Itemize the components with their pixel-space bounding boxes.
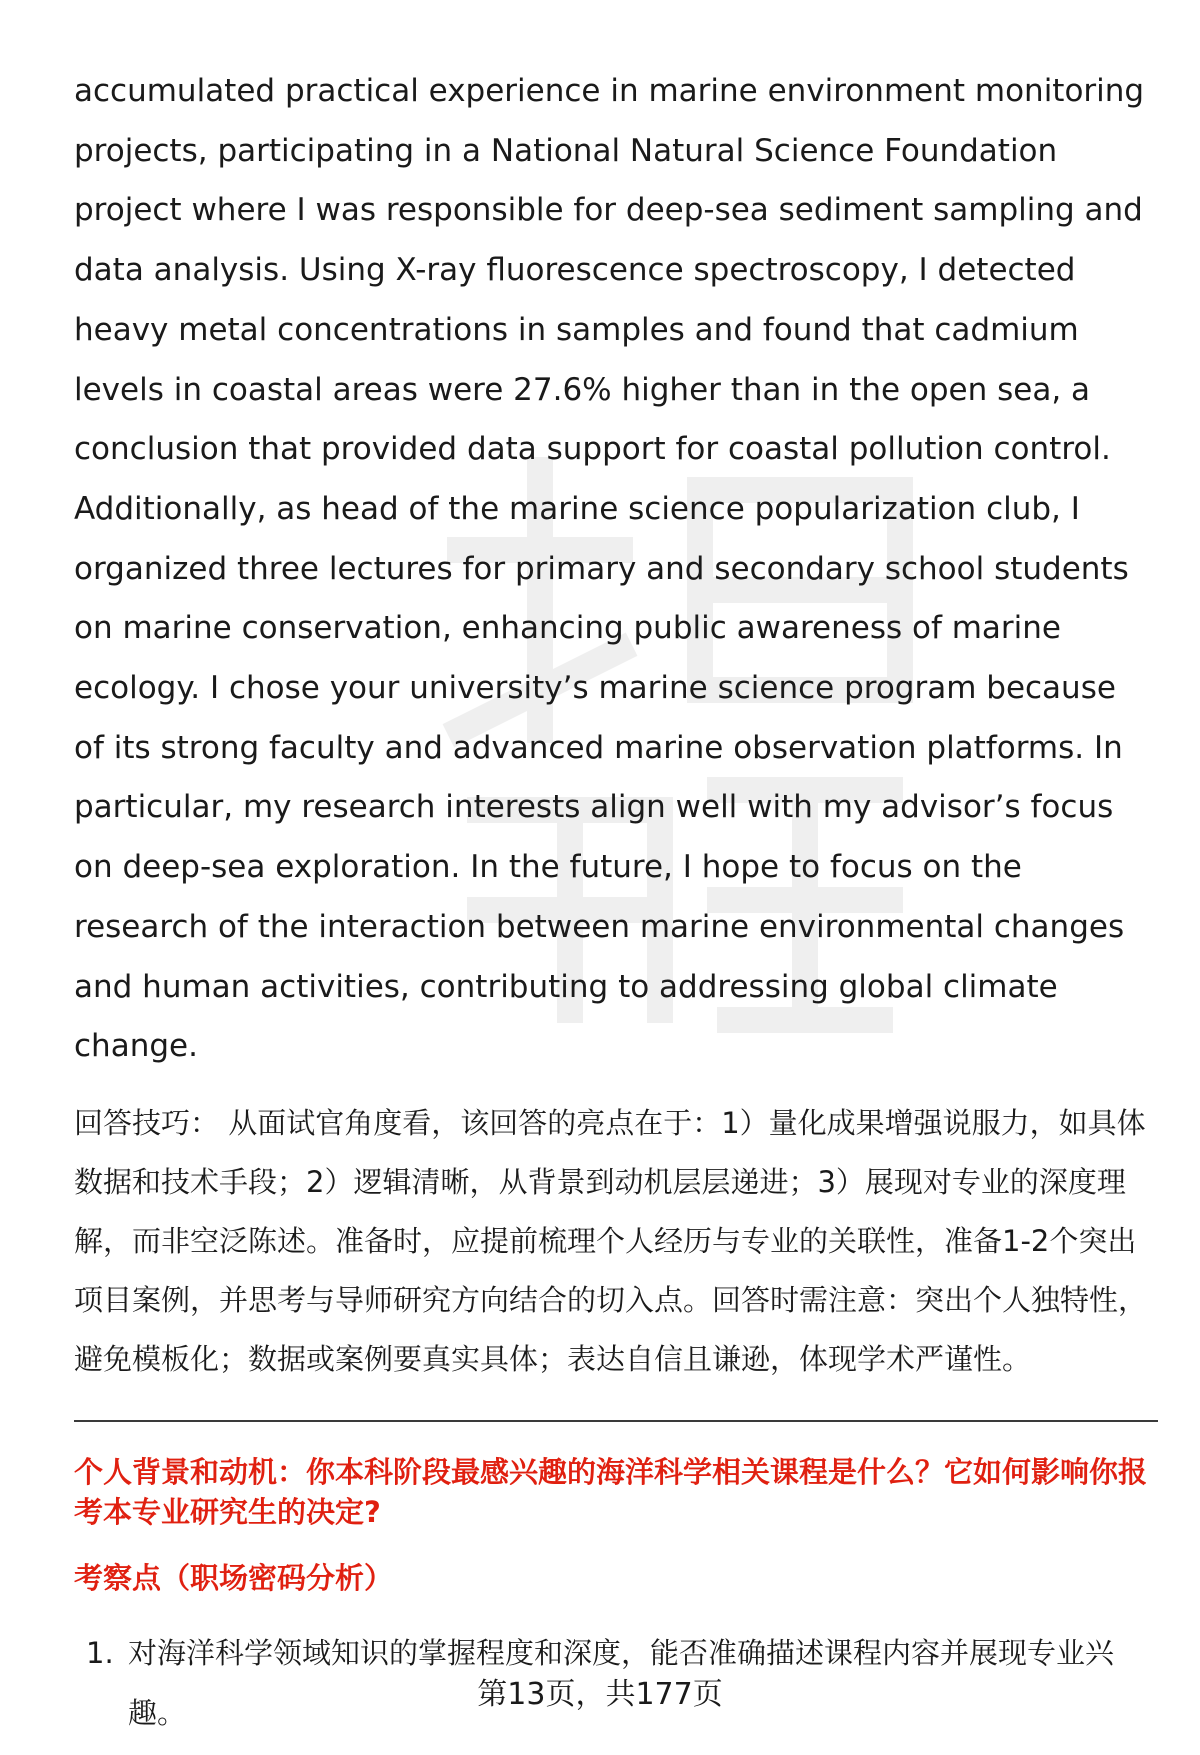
answer-tips-paragraph: 回答技巧： 从面试官角度看，该回答的亮点在于：1）量化成果增强说服力，如具体数据和技术手段；2）逻辑清晰，从背景到动机层层递进；3）展现对专业的深度理解，而非空泛陈述。准备时，应提前梳理个人经历与专业的关联性，准备1-2个突出项目案例，并思考与导师研究方向结合的切入点。回答时需注意：突出个人独特性，避免模板化；数据或案例要真实具体；表达自信且谦逊，体现学术严谨性。 bbox=[74, 1105, 1148, 1376]
assessment-points-heading: 考察点（职场密码分析） bbox=[74, 1560, 394, 1595]
answer-paragraph: accumulated practical experience in marine environment monitoring projects, participating in a National Natural Science Foundation project where I was responsible for deep-sea sediment sampling and data analysis. Using X-ray fluorescence spectroscopy, I detected heavy metal concentrations in samples and found that cadmium levels in coastal areas were 27.6% higher than in the open sea, a conclusion that provided data support for coastal pollution control. Additionally, as head of the marine science popularization club, I organized three lectures for primary and secondary school students on marine conservation, enhancing public awareness of marine ecology. I chose your university’s marine science program because of its strong faculty and advanced marine observation platforms. In particular, my research interests align well with my advisor’s focus on deep-sea exploration. In the future, I hope to focus on the research of the interaction between marine environmental changes and human activities, contributing to addressing global climate change. bbox=[74, 73, 1145, 1065]
list-item-text: 对海洋科学领域知识的掌握程度和深度，能否准确描述课程内容并展现专业兴趣。 bbox=[128, 1635, 1115, 1730]
page-number-footer: 第13页，共177页 bbox=[477, 1677, 723, 1712]
page-content bbox=[74, 62, 1154, 1743]
list-item-number: 1. bbox=[86, 1635, 114, 1670]
section-divider bbox=[74, 1420, 1158, 1422]
question-heading: 个人背景和动机：你本科阶段最感兴趣的海洋科学相关课程是什么？它如何影响你报考本专业研究生的决定? bbox=[74, 1454, 1148, 1529]
